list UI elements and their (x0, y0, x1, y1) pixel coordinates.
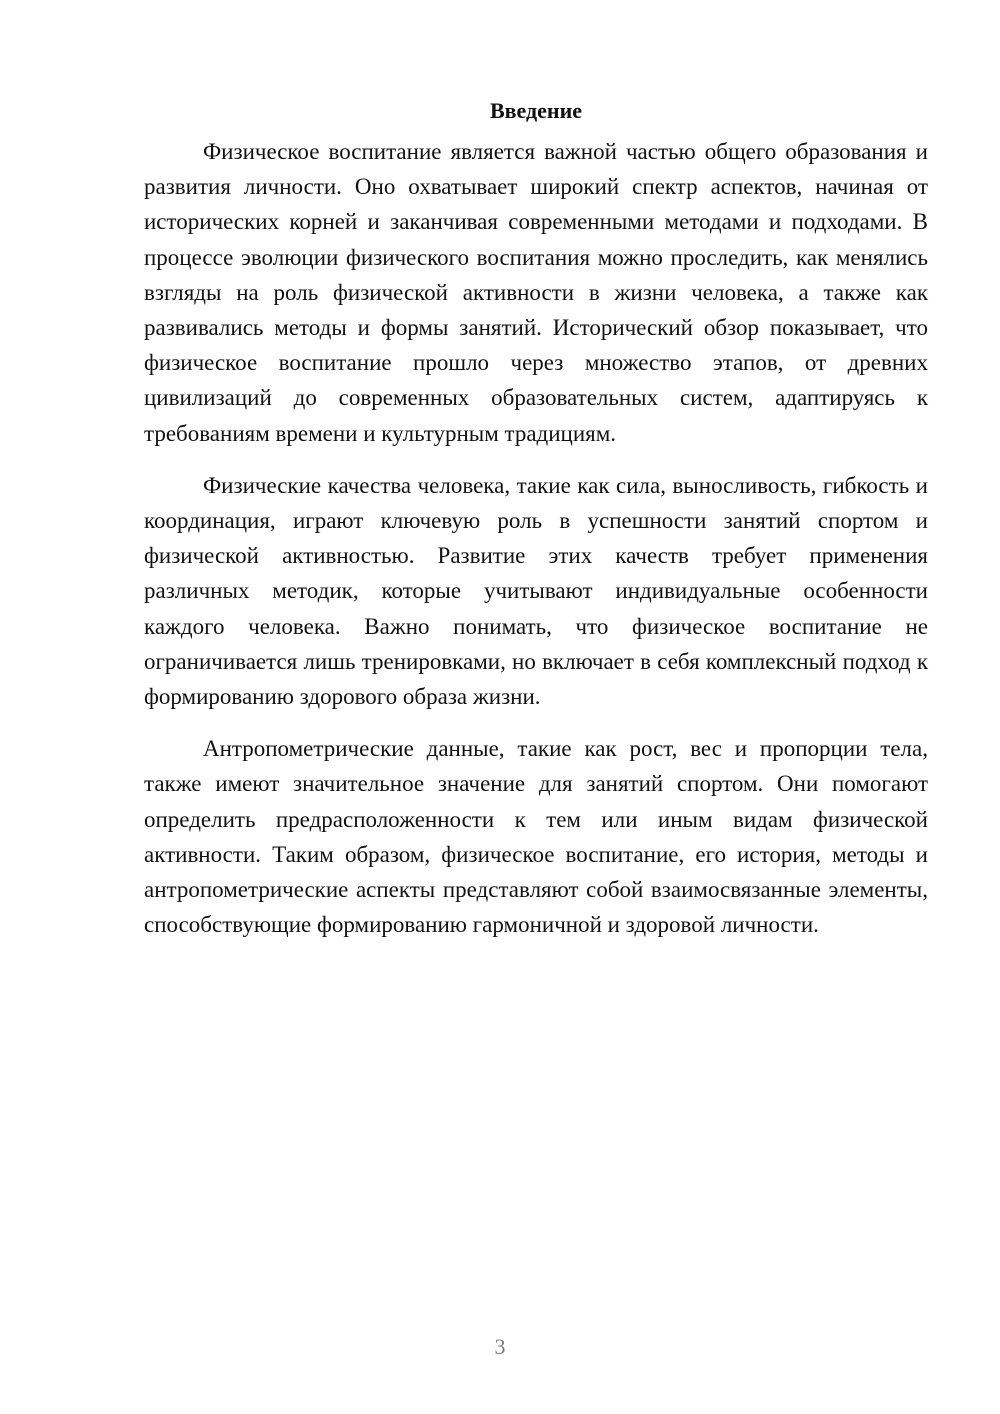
section-heading: Введение (489, 98, 583, 123)
paragraph: Физические качества человека, такие как сила, выносливость, гибкость и координация, играют ключевую роль в успешности занятий спортом и физической активностью. Развитие этих качеств требует применения различных методик, которые учитывают индивидуальные особенности каждого человека. Важно понимать, что физическое воспитание не ограничивается лишь тренировками, но включает в себя комплексный подход к формированию здорового образа жизни. (144, 472, 928, 710)
paragraph: Физическое воспитание является важной частью общего образования и развития личности. Оно охватывает широкий спектр аспектов, начиная от исторических корней и заканчивая современными методами и подходами. В процессе эволюции физического воспитания можно проследить, как менялись взгляды на роль физической активности в жизни человека, а также как развивались методы и формы занятий. Исторический обзор показывает, что физическое воспитание прошло через множество этапов, от древних цивилизаций до современных образовательных систем, адаптируясь к требованиям времени и культурным традициям. (144, 139, 928, 446)
paragraph: Антропометрические данные, такие как рост, вес и пропорции тела, также имеют значительное значение для занятий спортом. Они помогают определить предрасположенности к тем или иным видам физической активности. Таким образом, физическое воспитание, его история, методы и антропометрические аспекты представляют собой взаимосвязанные элементы, способствующие формированию гармоничной и здоровой личности. (144, 736, 928, 938)
page-number: 3 (494, 1334, 506, 1359)
page-content (144, 96, 928, 959)
